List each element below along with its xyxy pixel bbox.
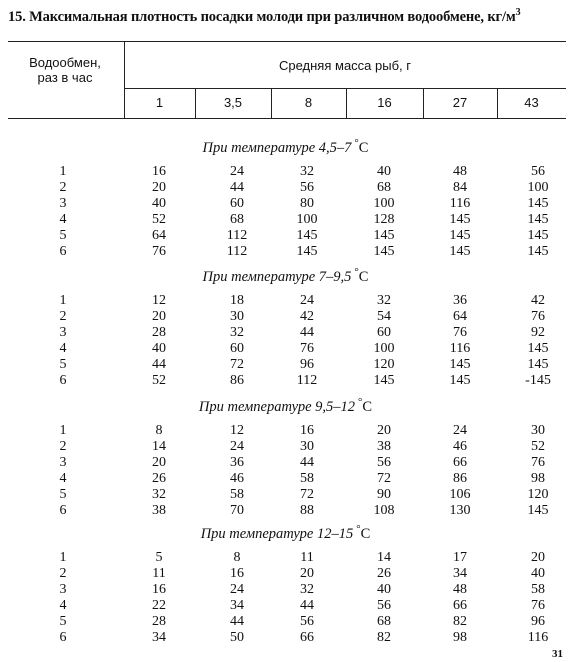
exchange-rate-cell: 2 [59, 439, 67, 454]
table-row [0, 423, 571, 439]
density-cell: 76 [453, 325, 467, 340]
density-cell: 145 [527, 341, 549, 356]
density-cell: 70 [230, 503, 244, 518]
table-row [0, 566, 571, 582]
density-cell: 26 [377, 566, 391, 581]
exchange-rate-cell: 3 [59, 196, 67, 211]
density-cell: 16 [152, 582, 166, 597]
table-row [0, 598, 571, 614]
density-cell: 145 [373, 244, 395, 259]
exchange-rate-cell: 1 [59, 550, 67, 565]
density-cell: 52 [531, 439, 545, 454]
density-cell: 44 [300, 325, 314, 340]
density-cell: 100 [373, 196, 395, 211]
density-cell: 106 [449, 487, 471, 502]
density-cell: 145 [449, 373, 471, 388]
mass-column-header: 16 [377, 95, 392, 110]
degree-symbol: ° [354, 266, 359, 278]
density-cell: 44 [230, 180, 244, 195]
density-cell: 66 [453, 455, 467, 470]
density-cell: 145 [296, 244, 318, 259]
density-cell: 24 [230, 582, 244, 597]
density-cell: 58 [300, 471, 314, 486]
density-cell: 145 [527, 196, 549, 211]
exchange-rate-cell: 6 [59, 503, 67, 518]
density-cell: 48 [453, 582, 467, 597]
density-cell: 116 [449, 341, 471, 356]
density-cell: 60 [230, 341, 244, 356]
density-cell: 120 [527, 487, 549, 502]
density-cell: 145 [296, 228, 318, 243]
density-cell: 58 [531, 582, 545, 597]
density-cell: 56 [300, 180, 314, 195]
density-cell: 98 [453, 630, 467, 645]
density-cell: 54 [377, 309, 391, 324]
density-cell: 30 [230, 309, 244, 324]
density-cell: 24 [300, 293, 314, 308]
header-bottom-rule [8, 118, 566, 119]
density-cell: 72 [300, 487, 314, 502]
density-cell: 24 [230, 439, 244, 454]
density-cell: 22 [152, 598, 166, 613]
density-cell: 56 [377, 598, 391, 613]
density-cell: 120 [373, 357, 395, 372]
density-cell: 96 [531, 614, 545, 629]
table-row [0, 244, 571, 260]
table-top-rule [8, 41, 566, 42]
density-cell: 32 [230, 325, 244, 340]
exchange-rate-cell: 3 [59, 325, 67, 340]
table-row [0, 180, 571, 196]
density-cell: 64 [453, 309, 467, 324]
density-cell: 80 [300, 196, 314, 211]
density-cell: 145 [527, 212, 549, 227]
density-cell: 76 [531, 598, 545, 613]
density-cell: 32 [377, 293, 391, 308]
density-cell: 34 [152, 630, 166, 645]
table-row [0, 325, 571, 341]
density-cell: 86 [230, 373, 244, 388]
table-row [0, 293, 571, 309]
section-title [0, 398, 571, 416]
density-cell: 36 [453, 293, 467, 308]
density-cell: 8 [233, 550, 241, 565]
section-title-unit: С [358, 140, 369, 156]
density-cell: 58 [230, 487, 244, 502]
density-cell: 68 [377, 180, 391, 195]
table-row [0, 309, 571, 325]
density-cell: 108 [373, 503, 395, 518]
section-title-label: При температуре 12–15 [200, 526, 354, 542]
density-cell: 16 [230, 566, 244, 581]
row-header-line-2: раз в час [37, 70, 93, 85]
degree-symbol: ° [358, 396, 363, 408]
density-cell: 24 [453, 423, 467, 438]
exchange-rate-cell: 1 [59, 164, 67, 179]
table-row [0, 439, 571, 455]
density-cell: 82 [453, 614, 467, 629]
density-cell: 11 [300, 550, 314, 565]
density-cell: 60 [230, 196, 244, 211]
table-row [0, 212, 571, 228]
density-cell: 84 [453, 180, 467, 195]
density-cell: 72 [377, 471, 391, 486]
exchange-rate-cell: 5 [59, 228, 67, 243]
row-header [8, 55, 122, 85]
density-cell: 42 [300, 309, 314, 324]
density-cell: 26 [152, 471, 166, 486]
table-row [0, 455, 571, 471]
density-cell: 66 [453, 598, 467, 613]
density-cell: 92 [531, 325, 545, 340]
density-cell: 128 [373, 212, 395, 227]
table-row [0, 357, 571, 373]
density-cell: 68 [377, 614, 391, 629]
density-cell: 32 [300, 582, 314, 597]
density-cell: 60 [377, 325, 391, 340]
exchange-rate-cell: 4 [59, 598, 67, 613]
density-cell: 36 [230, 455, 244, 470]
density-cell: 46 [230, 471, 244, 486]
density-cell: 20 [377, 423, 391, 438]
density-cell: 40 [152, 341, 166, 356]
row-header-line-1: Водообмен, [29, 55, 101, 70]
density-cell: 100 [527, 180, 549, 195]
mass-column-header: 8 [304, 95, 313, 110]
density-cell: 34 [453, 566, 467, 581]
density-cell: 5 [155, 550, 163, 565]
table-row [0, 164, 571, 180]
density-cell: 44 [300, 455, 314, 470]
mass-column-header: 27 [452, 95, 468, 110]
degree-symbol: ° [356, 523, 361, 535]
density-cell: 130 [449, 503, 471, 518]
density-cell: 44 [230, 614, 244, 629]
density-cell: 38 [377, 439, 391, 454]
density-cell: 96 [300, 357, 314, 372]
degree-symbol: ° [354, 137, 359, 149]
density-cell: 46 [453, 439, 467, 454]
table-title [8, 8, 568, 26]
exchange-rate-cell: 2 [59, 309, 67, 324]
density-cell: 52 [152, 373, 166, 388]
density-cell: 11 [152, 566, 166, 581]
mass-column-header: 1 [155, 95, 164, 110]
table-row [0, 196, 571, 212]
density-cell: 16 [300, 423, 314, 438]
exchange-rate-cell: 2 [59, 180, 67, 195]
density-cell: 48 [453, 164, 467, 179]
exchange-rate-cell: 6 [59, 244, 67, 259]
exchange-rate-cell: 1 [59, 293, 67, 308]
table-row [0, 228, 571, 244]
density-cell: 20 [152, 455, 166, 470]
density-cell: 44 [300, 598, 314, 613]
density-cell: 145 [527, 357, 549, 372]
density-cell: 76 [300, 341, 314, 356]
mass-column-header: 43 [524, 95, 539, 110]
table-row [0, 503, 571, 519]
mass-column-header: 3,5 [223, 95, 243, 110]
section-title [0, 525, 571, 543]
density-cell: 34 [230, 598, 244, 613]
exchange-rate-cell: 5 [59, 614, 67, 629]
exchange-rate-cell: 3 [59, 582, 67, 597]
density-cell: 116 [527, 630, 549, 645]
density-cell: 32 [152, 487, 166, 502]
table-row [0, 582, 571, 598]
density-cell: 72 [230, 357, 244, 372]
density-cell: 88 [300, 503, 314, 518]
density-cell: 18 [230, 293, 244, 308]
exchange-rate-cell: 4 [59, 341, 67, 356]
density-cell: 20 [152, 309, 166, 324]
density-cell: 40 [377, 164, 391, 179]
density-cell: 56 [531, 164, 545, 179]
density-cell: 112 [226, 244, 248, 259]
table-row [0, 614, 571, 630]
density-cell: 64 [152, 228, 166, 243]
exchange-rate-cell: 6 [59, 373, 67, 388]
section-title-unit: С [360, 526, 371, 542]
density-cell: 145 [527, 503, 549, 518]
exchange-rate-cell: 1 [59, 423, 67, 438]
density-cell: 14 [377, 550, 391, 565]
density-cell: 145 [449, 244, 471, 259]
density-cell: 56 [300, 614, 314, 629]
density-cell: 100 [296, 212, 318, 227]
density-cell: 76 [531, 309, 545, 324]
exchange-rate-cell: 4 [59, 471, 67, 486]
table-row [0, 341, 571, 357]
density-cell: 145 [449, 212, 471, 227]
density-cell: 28 [152, 325, 166, 340]
density-cell: 20 [531, 550, 545, 565]
density-cell: 14 [152, 439, 166, 454]
exchange-rate-cell: 3 [59, 455, 67, 470]
density-cell: 145 [527, 244, 549, 259]
density-cell: 24 [230, 164, 244, 179]
density-cell: 17 [453, 550, 467, 565]
table-row [0, 373, 571, 389]
density-cell: 86 [453, 471, 467, 486]
density-cell: 12 [230, 423, 244, 438]
density-cell: 98 [531, 471, 545, 486]
section-title-unit: С [362, 399, 373, 415]
exchange-rate-cell: 5 [59, 357, 67, 372]
section-title-label: При температуре 7–9,5 [202, 269, 352, 285]
table-title-text: 15. Максимальная плотность посадки молоди при различном водообмене, кг/м [8, 9, 516, 25]
density-cell: 145 [527, 228, 549, 243]
density-cell: 90 [377, 487, 391, 502]
exchange-rate-cell: 5 [59, 487, 67, 502]
density-cell: -145 [525, 373, 551, 388]
density-cell: 30 [531, 423, 545, 438]
density-cell: 8 [155, 423, 163, 438]
table-row [0, 487, 571, 503]
table-row [0, 630, 571, 646]
page-number: 31 [552, 648, 563, 660]
density-cell: 12 [152, 293, 166, 308]
table-title-superscript: 3 [515, 7, 521, 18]
density-cell: 76 [531, 455, 545, 470]
density-cell: 145 [373, 373, 395, 388]
section-title [0, 268, 571, 286]
density-cell: 112 [296, 373, 318, 388]
density-cell: 116 [449, 196, 471, 211]
density-cell: 50 [230, 630, 244, 645]
density-cell: 56 [377, 455, 391, 470]
table-row [0, 471, 571, 487]
group-header: Средняя масса рыб, г [278, 58, 411, 73]
density-cell: 40 [531, 566, 545, 581]
density-cell: 100 [373, 341, 395, 356]
density-cell: 68 [230, 212, 244, 227]
density-cell: 16 [152, 164, 166, 179]
density-cell: 52 [152, 212, 166, 227]
density-cell: 145 [373, 228, 395, 243]
density-cell: 76 [152, 244, 166, 259]
density-cell: 145 [449, 357, 471, 372]
section-title [0, 139, 571, 157]
density-cell: 66 [300, 630, 314, 645]
density-cell: 30 [300, 439, 314, 454]
section-title-unit: С [358, 269, 369, 285]
section-title-label: При температуре 4,5–7 [202, 140, 352, 156]
table-row [0, 550, 571, 566]
exchange-rate-cell: 6 [59, 630, 67, 645]
exchange-rate-cell: 2 [59, 566, 67, 581]
density-cell: 40 [377, 582, 391, 597]
density-cell: 40 [152, 196, 166, 211]
density-cell: 28 [152, 614, 166, 629]
density-cell: 32 [300, 164, 314, 179]
density-cell: 42 [531, 293, 545, 308]
exchange-rate-cell: 4 [59, 212, 67, 227]
density-cell: 38 [152, 503, 166, 518]
density-cell: 20 [300, 566, 314, 581]
density-cell: 44 [152, 357, 166, 372]
density-cell: 82 [377, 630, 391, 645]
section-title-label: При температуре 9,5–12 [198, 399, 356, 415]
density-cell: 112 [226, 228, 248, 243]
density-cell: 145 [449, 228, 471, 243]
density-cell: 20 [152, 180, 166, 195]
